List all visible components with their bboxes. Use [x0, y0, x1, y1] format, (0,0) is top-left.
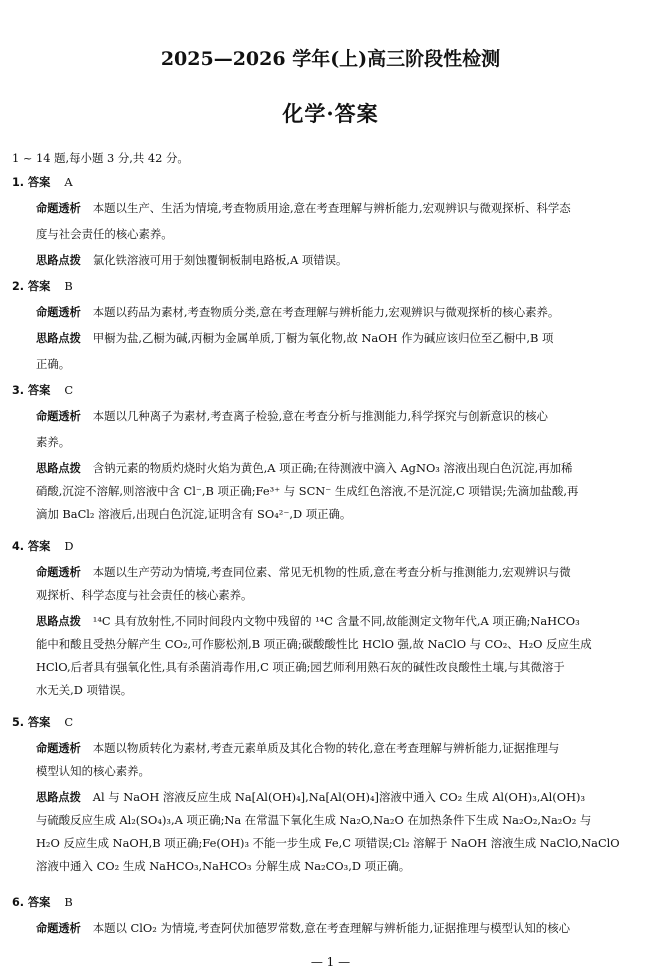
continuation-line — [36, 435, 651, 449]
analysis-line — [36, 201, 651, 216]
continuation-line — [36, 660, 651, 674]
answer-choice: C — [64, 715, 74, 729]
continuation-line — [36, 859, 651, 873]
hint-label: 思路点拨 — [36, 254, 81, 267]
line-text: ¹⁴C 具有放射性,不同时间段内文物中残留的 ¹⁴C 含量不同,故能测定文物年代,A 项正确;NaHCO₃ — [92, 614, 580, 628]
question-number: 2. 答案 — [12, 280, 51, 293]
question-answer-line — [12, 175, 651, 190]
continuation-line — [36, 813, 651, 827]
answer-choice: B — [64, 895, 73, 909]
continuation-line — [36, 588, 651, 602]
question-number: 1. 答案 — [12, 176, 51, 189]
question-number: 3. 答案 — [12, 384, 51, 397]
question-number: 4. 答案 — [12, 540, 51, 553]
analysis-line — [36, 921, 651, 936]
line-text: H₂O 反应生成 NaOH,B 项正确;Fe(OH)₃ 不能一步生成 Fe,C 项错误;Cl₂ 溶解于 NaOH 溶液生成 NaClO,NaClO — [36, 836, 620, 850]
question-answer-line — [12, 895, 651, 910]
continuation-line — [36, 227, 651, 241]
line-text: 度与社会责任的核心素养。 — [36, 227, 173, 241]
analysis-label: 命题透析 — [36, 410, 81, 423]
line-text: HClO,后者具有强氧化性,具有杀菌消毒作用,C 项正确;园艺师利用熟石灰的碱性改良酸性土壤,与其微溶于 — [36, 660, 565, 674]
analysis-label: 命题透析 — [36, 306, 81, 319]
line-text: 甲橱为盐,乙橱为碱,丙橱为金属单质,丁橱为氧化物,故 NaOH 作为碱应该归位至乙橱中,B 项 — [92, 331, 554, 345]
line-text: 素养。 — [36, 435, 71, 449]
analysis-line — [36, 409, 651, 424]
line-text: 水无关,D 项错误。 — [36, 683, 133, 697]
question-number: 5. 答案 — [12, 716, 51, 729]
question-answer-line — [12, 383, 651, 398]
line-text: Al 与 NaOH 溶液反应生成 Na[Al(OH)₄],Na[Al(OH)₄]溶液中通入 CO₂ 生成 Al(OH)₃,Al(OH)₃ — [92, 790, 586, 804]
line-text: 硝酸,沉淀不溶解,则溶液中含 Cl⁻,B 项正确;Fe³⁺ 与 SCN⁻ 生成红色溶液,不是沉淀,C 项错误;先滴加盐酸,再 — [36, 484, 579, 498]
line-text: 模型认知的核心素养。 — [36, 764, 150, 778]
continuation-line — [36, 357, 651, 371]
analysis-label: 命题透析 — [36, 202, 81, 215]
continuation-line — [36, 507, 651, 521]
question-answer-line — [12, 279, 651, 294]
line-text: 溶液中通入 CO₂ 生成 NaHCO₃,NaHCO₃ 分解生成 Na₂CO₃,D 项正确。 — [36, 859, 411, 873]
question-answer-line — [12, 715, 651, 730]
continuation-line — [36, 836, 651, 850]
line-text: 本题以药品为素材,考查物质分类,意在考查理解与辨析能力,宏观辨识与微观探析的核心素养。 — [92, 305, 560, 319]
page-number: — 1 — — [310, 955, 351, 969]
line-text: 观探析、科学态度与社会责任的核心素养。 — [36, 588, 253, 602]
line-text: 含钠元素的物质灼烧时火焰为黄色,A 项正确;在待测液中滴入 AgNO₃ 溶液出现白色沉淀,再加稀 — [92, 461, 573, 475]
answer-choice: A — [64, 175, 73, 189]
hint-line — [36, 461, 651, 476]
analysis-line — [36, 565, 651, 580]
line-text: 能中和酸且受热分解产生 CO₂,可作膨松剂,B 项正确;碳酸酸性比 HClO 强,故 NaClO 与 CO₂、H₂O 反应生成 — [36, 637, 592, 651]
line-text: 本题以几种离子为素材,考查离子检验,意在考查分析与推测能力,科学探究与创新意识的核心 — [92, 409, 548, 423]
hint-label: 思路点拨 — [36, 332, 81, 345]
analysis-label: 命题透析 — [36, 922, 81, 935]
hint-label: 思路点拨 — [36, 791, 81, 804]
hint-line — [36, 331, 651, 346]
analysis-line — [36, 741, 651, 756]
continuation-line — [36, 484, 651, 498]
continuation-line — [36, 764, 651, 778]
hint-line — [36, 253, 651, 268]
answer-choice: D — [64, 539, 74, 553]
line-text: 本题以 ClO₂ 为情境,考查阿伏加德罗常数,意在考查理解与辨析能力,证据推理与模型认知的核心 — [92, 921, 570, 935]
document-subtitle: 化学·答案 — [282, 101, 379, 126]
answer-choice: C — [64, 383, 74, 397]
line-text: 滴加 BaCl₂ 溶液后,出现白色沉淀,证明含有 SO₄²⁻,D 项正确。 — [36, 507, 352, 521]
answer-choice: B — [64, 279, 73, 293]
line-text: 本题以生产、生活为情境,考查物质用途,意在考查理解与辨析能力,宏观辨识与微观探析、科学态 — [92, 201, 571, 215]
intro-line: 1 ~ 14 题,每小题 3 分,共 42 分。 — [12, 151, 189, 165]
question-answer-line — [12, 539, 651, 554]
document-title: 2025—2026 学年(上)高三阶段性检测 — [160, 48, 501, 70]
hint-label: 思路点拨 — [36, 615, 81, 628]
continuation-line — [36, 637, 651, 651]
line-text: 本题以生产劳动为情境,考查同位素、常见无机物的性质,意在考查分析与推测能力,宏观辨识与微 — [92, 565, 571, 579]
analysis-line — [36, 305, 651, 320]
analysis-label: 命题透析 — [36, 566, 81, 579]
line-text: 与硫酸反应生成 Al₂(SO₄)₃,A 项正确;Na 在常温下氧化生成 Na₂O,Na₂O 在加热条件下生成 Na₂O₂,Na₂O₂ 与 — [36, 813, 592, 827]
analysis-label: 命题透析 — [36, 742, 81, 755]
hint-line — [36, 790, 651, 805]
hint-line — [36, 614, 651, 629]
hint-label: 思路点拨 — [36, 462, 81, 475]
line-text: 正确。 — [36, 357, 71, 371]
line-text: 氯化铁溶液可用于刻蚀覆铜板制电路板,A 项错误。 — [92, 253, 348, 267]
continuation-line — [36, 683, 651, 697]
question-number: 6. 答案 — [12, 896, 51, 909]
line-text: 本题以物质转化为素材,考查元素单质及其化合物的转化,意在考查理解与辨析能力,证据推理与 — [92, 741, 560, 755]
